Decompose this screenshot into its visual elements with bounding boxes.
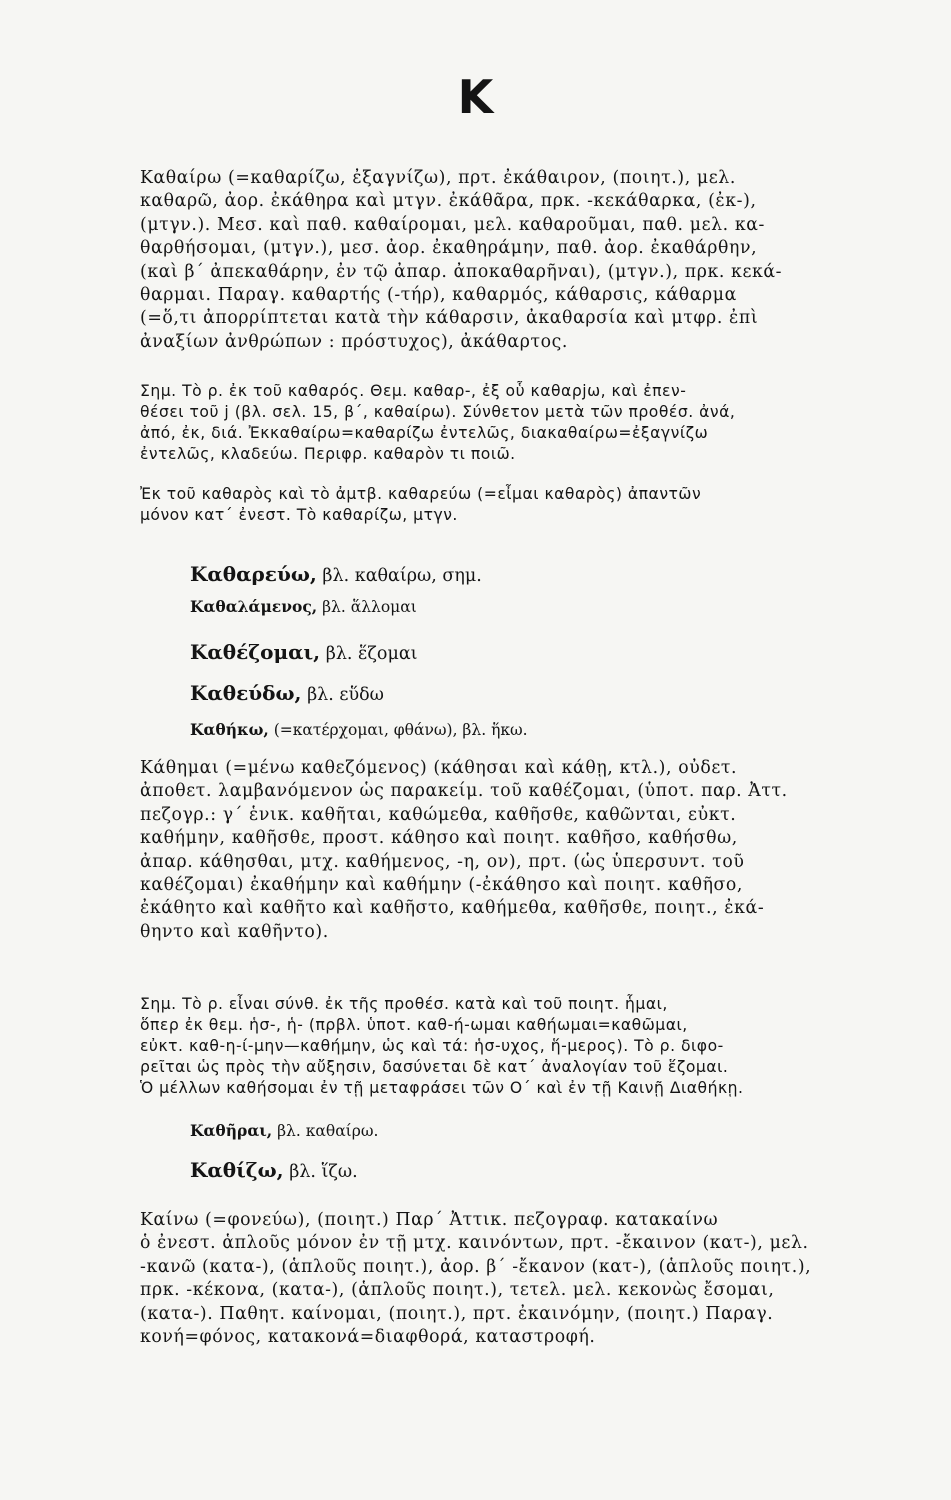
text-line: Κάθημαι (=μένω καθεζόμενος) (κάθησαι καὶ κάθῃ, κτλ.), οὐδετ. xyxy=(140,758,738,778)
section-letter: Κ xyxy=(457,70,494,124)
text-line: -κανῶ (κατα-), (ἁπλοῦς ποιητ.), ἀορ. β΄ -ἔκανον (κατ-), (ἁπλοῦς ποιητ.), xyxy=(140,1256,812,1277)
entry-text: βλ. καθαίρω, σημ. xyxy=(316,566,482,586)
text-line: καθαρῶ, ἀορ. ἐκάθηρα καὶ μτγν. ἐκάθᾶρα, πρκ. -κεκάθαρκα, (ἐκ-), xyxy=(140,191,757,212)
entry-text: βλ. ἵζω. xyxy=(283,1162,358,1182)
text-line: πρκ. -κέκονα, (κατα-), (ἁπλοῦς ποιητ.), τετελ. μελ. κεκονὼς ἔσομαι, xyxy=(140,1280,775,1301)
text-line: θαρμαι. Παραγ. καθαρτής (-τήρ), καθαρμός, κάθαρσις, κάθαρμα xyxy=(140,285,737,306)
text-line: κονή=φόνος, κατακονά=διαφθορά, καταστροφή. xyxy=(140,1327,596,1348)
headword: Καθαρεύω, xyxy=(190,562,317,586)
text-line: Σημ. Τὸ ρ. εἶναι σύνθ. ἐκ τῆς προθέσ. κατὰ καὶ τοῦ ποιητ. ἧμαι, xyxy=(140,995,668,1013)
entry-kathalamenos xyxy=(190,597,417,616)
text-line: εὐκτ. καθ-η-ί-μην—καθήμην, ὡς καὶ τά: ἡσ-υχος, ἥ-μερος). Τὸ ρ. διφο- xyxy=(140,1036,724,1055)
headword: Καθῆραι, xyxy=(190,1121,273,1140)
text-line: ἐκάθητο καὶ καθῆτο καὶ καθῆστο, καθήμεθα, καθῆσθε, ποιητ., ἐκά- xyxy=(140,898,765,919)
headword: Καθεύδω, xyxy=(190,681,302,705)
text-line: (μτγν.). Μεσ. καὶ παθ. καθαίρομαι, μελ. καθαροῦμαι, παθ. μελ. κα- xyxy=(140,214,765,235)
text-line: καθήμην, καθῆσθε, προστ. κάθησο καὶ ποιητ. καθῆσο, καθήσθω, xyxy=(140,828,738,849)
text-line: ἀποθετ. λαμβανόμενον ὡς παρακείμ. τοῦ καθέζομαι, (ὑποτ. παρ. Ἀττ. xyxy=(140,781,788,802)
text-line: ἐντελῶς, κλαδεύω. Περιφρ. καθαρὸν τι ποιῶ. xyxy=(140,444,516,463)
text-line: ὁ ἐνεστ. ἁπλοῦς μόνον ἐν τῇ μτχ. καινόντων, πρτ. -ἔκαινον (κατ-), μελ. xyxy=(140,1233,809,1254)
entry-text: βλ. ἕζομαι xyxy=(320,644,418,664)
text-line: (καὶ β΄ ἀπεκαθάρην, ἐν τῷ ἀπαρ. ἀποκαθαρῆναι), (μτγν.), πρκ. κεκά- xyxy=(140,261,783,282)
text-line: Καθαίρω (=καθαρίζω, ἐξαγνίζω), πρτ. ἐκάθαιρον, (ποιητ.), μελ. xyxy=(140,168,736,188)
entry-text: βλ. ἅλλομαι xyxy=(317,598,417,616)
entry-kathizo xyxy=(190,1158,358,1182)
entry-katherai xyxy=(190,1121,378,1140)
entry-kathairo-note xyxy=(140,381,945,465)
headword: Καθίζω, xyxy=(190,1158,284,1182)
text-line: θέσει τοῦ j (βλ. σελ. 15, β΄, καθαίρω). Σύνθετον μετὰ τῶν προθέσ. ἀνά, xyxy=(140,402,736,421)
text-line: Καίνω (=φονεύω), (ποιητ.) Παρ΄ Ἀττικ. πεζογραφ. κατακαίνω xyxy=(140,1210,719,1230)
text-line: ὅπερ ἐκ θεμ. ἡσ-, ἡ- (πρβλ. ὑποτ. καθ-ή-ωμαι καθήωμαι=καθῶμαι, xyxy=(140,1015,688,1034)
entry-katheudo xyxy=(190,681,384,705)
text-line: Σημ. Τὸ ρ. ἐκ τοῦ καθαρός. Θεμ. καθαρ-, ἐξ οὗ καθαρjω, καὶ ἐπεν- xyxy=(140,382,687,400)
entry-text: βλ. εὕδω xyxy=(301,685,384,705)
entry-kathemai-note xyxy=(140,994,945,1099)
headword: Καθήκω, xyxy=(190,720,269,739)
text-line: μόνον κατ΄ ἐνεστ. Τὸ καθαρίζω, μτγν. xyxy=(140,505,458,524)
entry-text: βλ. καθαίρω. xyxy=(272,1122,379,1140)
text-line: ἀπαρ. κάθησθαι, μτχ. καθήμενος, -η, ον), πρτ. (ὡς ὑπερσυντ. τοῦ xyxy=(140,851,745,872)
entry-kathairo xyxy=(140,167,945,354)
text-line: (=ὅ,τι ἀπορρίπτεται κατὰ τὴν κάθαρσιν, ἀκαθαρσία καὶ μτφρ. ἐπὶ xyxy=(140,308,759,329)
text-line: Ὁ μέλλων καθήσομαι ἐν τῇ μεταφράσει τῶν Ο΄ καὶ ἐν τῇ Καινῇ Διαθήκῃ. xyxy=(140,1078,744,1097)
text-line: ρεῖται ὡς πρὸς τὴν αὔξησιν, δασύνεται δὲ κατ΄ ἀναλογίαν τοῦ ἕζομαι. xyxy=(140,1057,729,1076)
entry-kathemai xyxy=(140,757,945,944)
entry-text: (=κατέρχομαι, φθάνω), βλ. ἥκω. xyxy=(268,721,528,739)
text-line: θηντο καὶ καθῆντο). xyxy=(140,921,329,942)
entry-katheko xyxy=(190,720,528,739)
text-line: πεζογρ.: γ΄ ἑνικ. καθῆται, καθώμεθα, καθῆσθε, καθῶνται, εὐκτ. xyxy=(140,804,737,825)
headword: Καθέζομαι, xyxy=(190,640,321,664)
entry-kaino xyxy=(140,1209,945,1349)
text-line: (κατα-). Παθητ. καίνομαι, (ποιητ.), πρτ. ἐκαινόμην, (ποιητ.) Παραγ. xyxy=(140,1303,774,1324)
entry-kathezomai xyxy=(190,640,418,664)
text-line: θαρθήσομαι, (μτγν.), μεσ. ἀορ. ἐκαθηράμην, παθ. ἀορ. ἐκαθάρθην, xyxy=(140,238,758,259)
entry-kathairo-note-2 xyxy=(140,484,945,526)
headword: Καθαλάμενος, xyxy=(190,597,318,616)
text-line: ἀναξίων ἀνθρώπων : πρόστυχος), ἀκάθαρτος. xyxy=(140,331,569,352)
text-line: Ἐκ τοῦ καθαρὸς καὶ τὸ ἀμτβ. καθαρεύω (=εἶμαι καθαρὸς) ἀπαντῶν xyxy=(140,485,702,503)
entry-kathareuo xyxy=(190,562,482,586)
text-line: καθέζομαι) ἐκαθήμην καὶ καθήμην (-ἐκάθησο καὶ ποιητ. καθῆσο, xyxy=(140,875,744,896)
text-line: ἀπό, ἐκ, διά. Ἐκκαθαίρω=καθαρίζω ἐντελῶς, διακαθαίρω=ἐξαγνίζω xyxy=(140,423,709,442)
